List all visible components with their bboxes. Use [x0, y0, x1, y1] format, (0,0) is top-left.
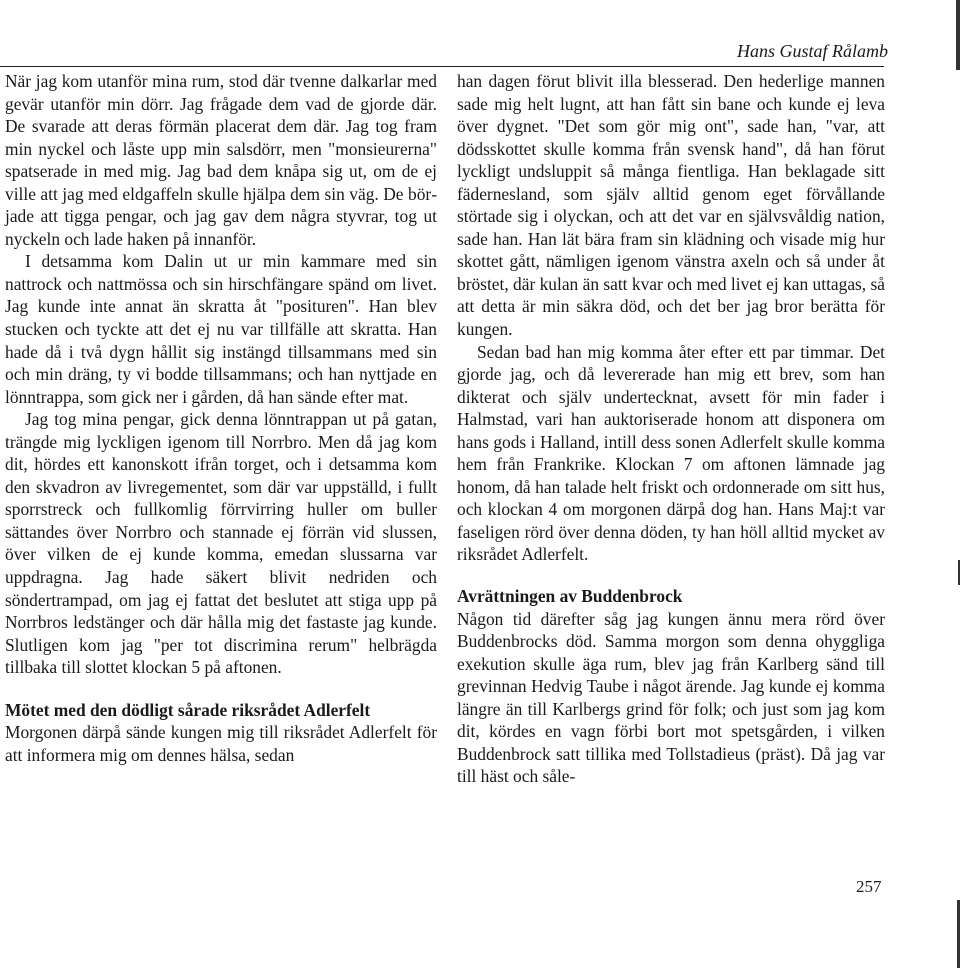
paragraph: När jag kom utanför mina rum, stod där tvenne dalkarlar med gevär utanför min dörr. Jag frågade dem vad de gjorde där. De svarade att deras förmän placerat dem där. Jag tog fram min nyckel och låste upp min salsdörr, men "monsieurerna" spatserade in med mig. Jag bad dem knåpa sig ut, om de ej ville att jag med eldgaffeln skulle hjälpa dem sin väg. De började att tigga pengar, och jag gav dem några styvrar, tog ut nyckeln och lade haken på innanför.	[5, 71, 437, 249]
right-column	[457, 70, 885, 788]
paragraph: Morgonen därpå sände kungen mig till riksrådet Adlerfelt för att informera mig om dennes hälsa, sedan	[5, 722, 437, 765]
running-head: Hans Gustaf Rålamb	[736, 41, 888, 61]
left-column	[5, 70, 437, 766]
section-heading: Avrättningen av Buddenbrock	[457, 586, 683, 607]
paragraph: Någon tid därefter såg jag kungen ännu mera rörd över Buddenbrocks död. Samma morgon som denna ohyggliga exekution skulle äga rum, blev jag från Karlberg sänd till grevinnan Hedvig Taube i något ärende. Jag kunde ej komma längre än till Karlbergs grind för folk; och just som jag kom dit, kördes en vagn förbi bort mot spetsgården, i vilken Buddenbrock satt tillika med Tollstadieus (präst). Då jag var till häst och såle-	[457, 608, 885, 787]
page-number: 257	[856, 877, 882, 896]
paragraph: Jag tog mina pengar, gick denna lönntrappan ut på gatan, trängde mig lyckligen igenom till Norrbro. Men då jag kom dit, hördes ett kanonskott ifrån torget, och i detsamma kom den skvadron av livregementet, som där var uppställd, i fullt sporrstreck och fullkomlig förrvirring huller om buller sättandes över Norrbro och stannade ej förrän vid slussen, över vilken de ej kunde komma, emedan slussarna var uppdragna. Jag hade säkert blivit nedriden och söndertrampad, om jag ej fattat det beslutet att stiga upp på Norrbros ledstänger och där hålla mig det fastaste jag kunde. Slutligen kom jag "per tot discrimina rerum" helbrägda tillbaka till slottet klockan 5 på aftonen.	[5, 409, 437, 678]
scan-edge-mark	[956, 0, 960, 70]
paragraph: I detsamma kom Dalin ut ur min kammare med sin nattrock och nattmössa och sin hirschfängare spänd om livet. Jag kunde inte annat än skratta åt "posituren". Han blev stucken och tyckte att det ej nu var tillfälle att skratta. Han hade då i två dygn hållit sig instängd tillsammans med sin och min dräng, ty vi bodde tillsammans; och han nyttjade en lönntrappa, som gick ner i gården, då han sände efter mat.	[5, 251, 437, 407]
header-rule	[0, 66, 884, 67]
paragraph: Sedan bad han mig komma åter efter ett par timmar. Det gjorde jag, och då levererade han mig ett brev, som han dikterat och själv undertecknat, avsett för min fader i Halmstad, vari han auktoriserade honom att disponera om hans gods i Halland, intill dess sonen Adlerfelt skulle komma hem från Frankrike. Klockan 7 om aftonen lämnade jag honom, då han talade helt friskt och ordonnerade om sitt hus, och klockan 4 om morgonen därpå dog han. Hans Maj:t var faseligen rörd över denna döden, ty han höll alltid mycket av riksrådet Adlerfelt.	[457, 341, 885, 565]
paragraph: han dagen förut blivit illa blesserad. Den hederlige mannen sade mig helt lugnt, att han fått sin bane och kunde ej leva över dygnet. "Det som gör mig ont", sade han, "var, att dödsskottet skulle komma från svensk hand", då han förut lyckligt undsluppit så många fientliga. Han beklagade sitt fädernesland, som själv alltid genom eget förvållande störtade sig i olyckan, och att det var en självsvåldig nation, sade han. Han lät bära fram sin klädning och visade mig hur skottet gått, nämligen igenom vänstra axeln och så under åt bröstet, där kulan än satt kvar och med livet ej kan uttagas, så att detta är min säkra död, och det ber jag bror berätta för kungen.	[457, 71, 885, 340]
section-heading: Mötet med den dödligt sårade riksrådet Adlerfelt	[5, 699, 371, 720]
